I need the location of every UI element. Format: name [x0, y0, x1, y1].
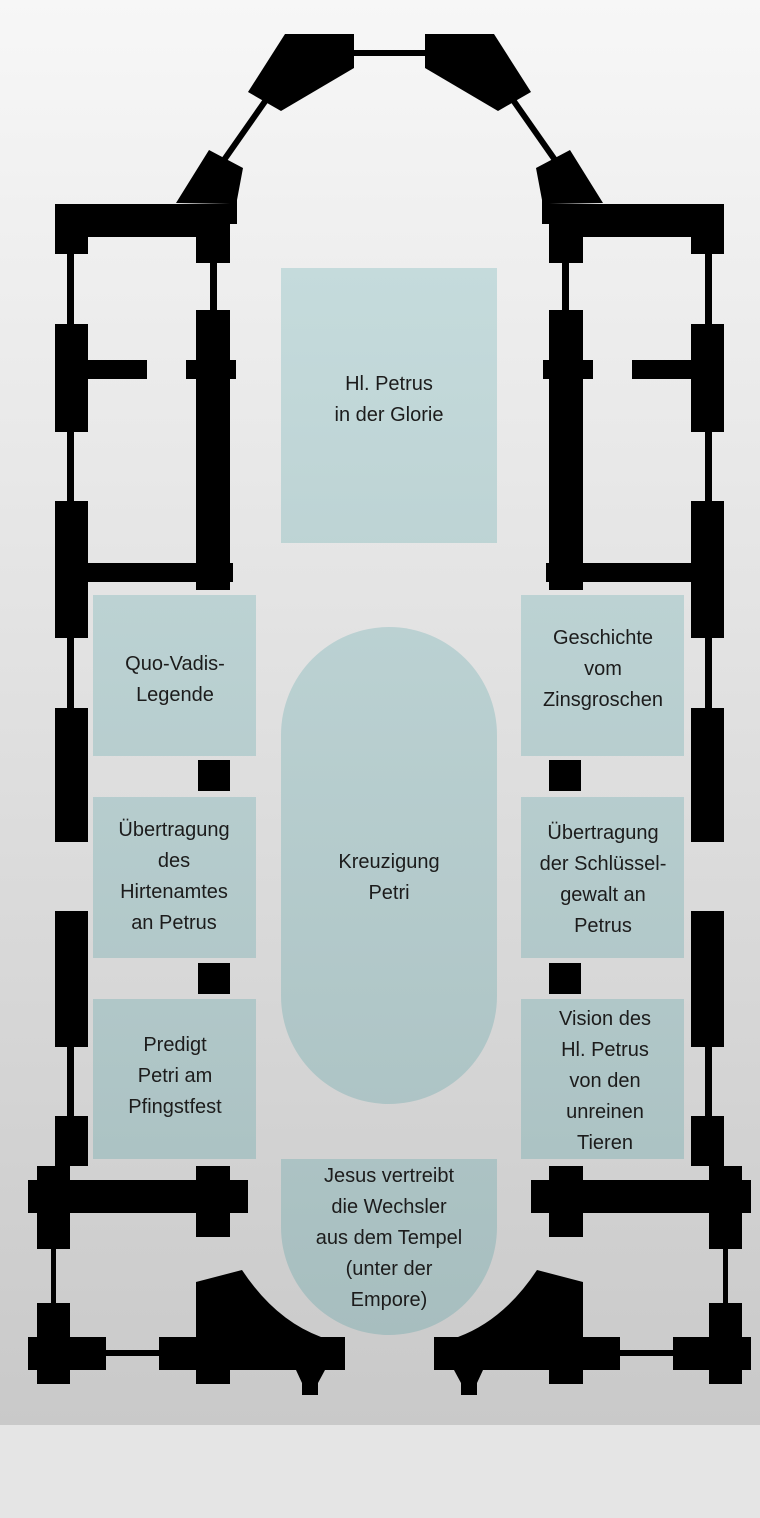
- label-hirtenamt-line: Übertragung: [118, 819, 230, 841]
- label-hl-petrus-glorie-line: Hl. Petrus: [345, 373, 433, 395]
- label-vision-line: von den: [569, 1070, 641, 1092]
- label-wechsler-line: die Wechsler: [331, 1196, 447, 1218]
- label-kreuzigung-line: Kreuzigung: [338, 851, 440, 873]
- label-schluesselgewalt-line: der Schlüssel-: [539, 853, 667, 875]
- label-hl-petrus-glorie-line: in der Glorie: [334, 404, 444, 426]
- label-quo-vadis-line: Quo-Vadis-: [125, 653, 225, 675]
- label-hirtenamt-line: Hirtenamtes: [120, 881, 228, 903]
- panel-quo-vadis: [93, 595, 256, 756]
- label-wechsler-line: (unter der: [345, 1258, 433, 1280]
- label-zinsgroschen-line: Geschichte: [552, 627, 654, 649]
- label-schluesselgewalt-line: gewalt an: [560, 884, 646, 906]
- label-vision-line: unreinen: [566, 1101, 644, 1123]
- label-hirtenamt-line: des: [157, 850, 191, 872]
- label-schluesselgewalt-line: Übertragung: [547, 822, 659, 844]
- label-kreuzigung-line: Petri: [368, 882, 410, 904]
- label-pfingstfest-line: Predigt: [143, 1034, 207, 1056]
- label-vision-line: Vision des: [559, 1008, 651, 1030]
- label-pfingstfest-line: Petri am: [137, 1065, 213, 1087]
- label-vision-line: Tieren: [577, 1132, 633, 1154]
- label-wechsler-line: Jesus vertreibt: [323, 1165, 455, 1187]
- label-vision-line: Hl. Petrus: [561, 1039, 649, 1061]
- label-zinsgroschen-line: Zinsgroschen: [542, 689, 664, 711]
- label-pfingstfest-line: Pfingstfest: [128, 1096, 222, 1118]
- label-hirtenamt-line: an Petrus: [131, 912, 217, 934]
- label-zinsgroschen-line: vom: [584, 658, 622, 680]
- label-wechsler-line: Empore): [350, 1289, 428, 1311]
- label-quo-vadis-line: Legende: [136, 684, 214, 706]
- label-wechsler-line: aus dem Tempel: [315, 1227, 463, 1249]
- footer-band: [0, 1425, 760, 1518]
- label-schluesselgewalt-line: Petrus: [574, 915, 632, 937]
